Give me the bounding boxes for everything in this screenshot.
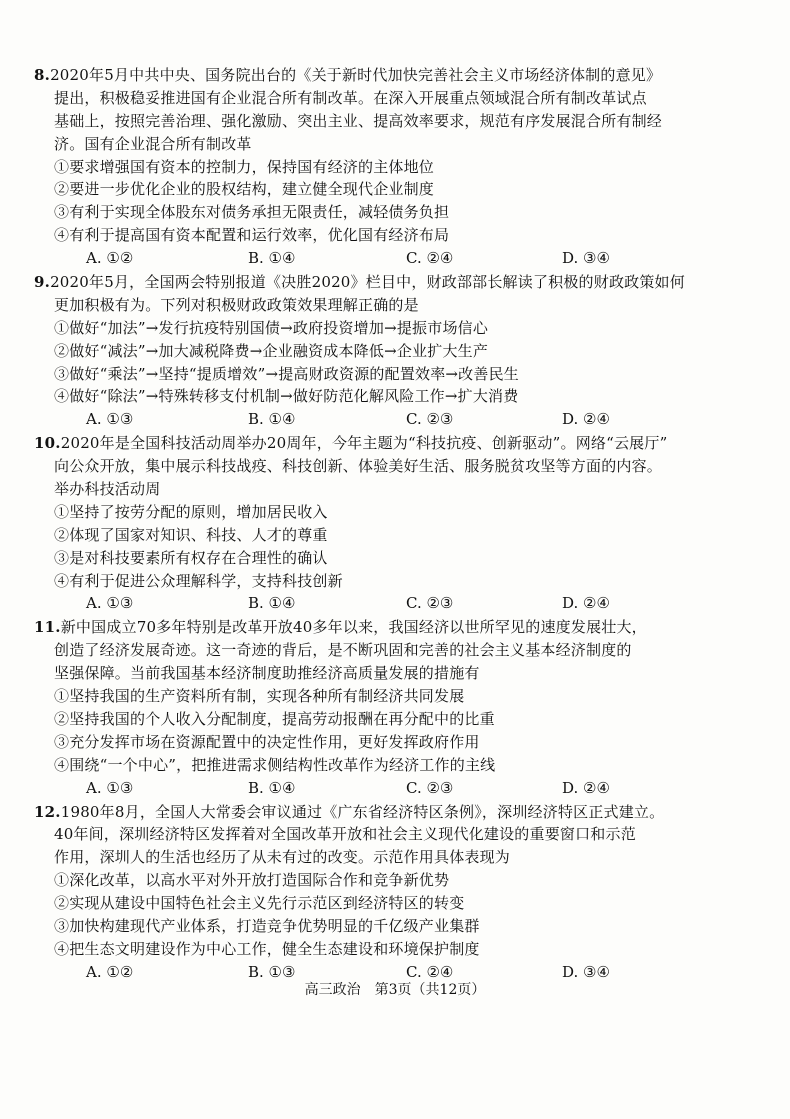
question-stem-line: [34, 846, 754, 869]
answer-option-d: D. ③④: [562, 249, 610, 268]
question-stem-text: 济。国有企业混合所有制改革: [54, 134, 252, 153]
question-stem-line: [34, 271, 754, 294]
question-stem-text: 作用，深圳人的生活也经历了从未有过的改变。示范作用具体表现为: [54, 848, 511, 867]
statement-item: ②坚持我国的个人收入分配制度，提高劳动报酬在再分配中的比重: [54, 709, 495, 728]
statement-item: ①做好“加法”→发行抗疫特别国债→政府投资增加→提振市场信心: [54, 318, 489, 337]
question-10: [34, 432, 754, 615]
statement-item: ①坚持了按劳分配的原则，增加居民收入: [54, 502, 328, 521]
answer-option-a: A. ①③: [86, 778, 134, 797]
question-stem-line: [34, 133, 754, 156]
statement-item: ④做好“除法”→特殊转移支付机制→做好防范化解风险工作→扩大消费: [54, 387, 519, 406]
question-stem-text: 基础上，按照完善治理、强化激励、突出主业、提高效率要求，规范有序发展混合所有制经: [54, 111, 663, 130]
answer-option-c: C. ②④: [406, 249, 454, 268]
question-stem-text: 举办科技活动周: [54, 480, 161, 499]
answer-option-c: C. ②③: [406, 410, 454, 429]
answer-option-b: B. ①④: [248, 778, 296, 797]
question-stem-text: 2020年5月中共中央、国务院出台的《关于新时代加快完善社会主义市场经济体制的意见》: [50, 66, 662, 84]
answer-option-c: C. ②④: [406, 962, 454, 981]
question-stem-text: 新中国成立70多年特别是改革开放40多年以来，我国经济以世所罕见的速度发展壮大，: [60, 618, 647, 637]
question-stem-text: 2020年5月，全国两会特别报道《决胜2020》栏目中，财政部部长解读了积极的财政政策如何: [50, 273, 685, 292]
page-footer: 高三政治 第3页（共12页）: [304, 982, 486, 998]
question-number: 8.: [34, 66, 51, 84]
statement-item: ④围绕“一个中心”，把推进需求侧结构性改革作为经济工作的主线: [54, 755, 496, 774]
question-stem-line: [34, 455, 754, 478]
question-number: 10.: [34, 434, 61, 453]
question-stem-text: 创造了经济发展奇迹。这一奇迹的背后，是不断巩固和完善的社会主义基本经济制度的: [54, 641, 632, 660]
statement-item: ③充分发挥市场在资源配置中的决定性作用，更好发挥政府作用: [54, 732, 480, 751]
statement-item: ①要求增强国有资本的控制力，保持国有经济的主体地位: [54, 157, 435, 176]
question-9: [34, 271, 754, 431]
answer-option-b: B. ①④: [248, 249, 296, 268]
statement-item: ③是对科技要素所有权存在合理性的确认: [54, 548, 328, 567]
question-stem-line: [34, 616, 754, 639]
answer-option-a: A. ①②: [86, 249, 134, 268]
question-number: 12.: [34, 802, 61, 821]
question-stem-line: [34, 662, 754, 685]
answer-option-c: C. ②③: [406, 594, 454, 613]
question-stem-line: [34, 432, 754, 455]
question-number: 9.: [34, 273, 51, 292]
statement-item: ②要进一步优化企业的股权结构，建立健全现代企业制度: [54, 180, 435, 199]
question-stem-text: 1980年8月，全国人大常委会审议通过《广东省经济特区条例》，深圳经济特区正式建立。: [60, 802, 665, 821]
answer-option-d: D. ②④: [562, 410, 610, 429]
statement-item: ④把生态文明建设作为中心工作，健全生态建设和环境保护制度: [54, 939, 480, 958]
statement-item: ①深化改革，以高水平对外开放打造国际合作和竞争新优势: [54, 871, 450, 890]
answer-options: [34, 592, 754, 615]
answer-option-c: C. ②③: [406, 778, 454, 797]
question-stem-text: 40年间，深圳经济特区发挥着对全国改革开放和社会主义现代化建设的重要窗口和示范: [54, 825, 636, 844]
question-8: [34, 64, 754, 270]
answer-option-a: A. ①③: [86, 594, 134, 613]
statement-item: ④有利于提高国有资本配置和运行效率，优化国有经济布局: [54, 226, 450, 245]
answer-option-b: B. ①③: [248, 962, 296, 981]
answer-option-d: D. ②④: [562, 594, 610, 613]
question-stem-line: [34, 801, 754, 824]
question-stem-line: [34, 87, 754, 110]
question-stem-text: 2020年是全国科技活动周举办20周年，今年主题为“科技抗疫、创新驱动”。网络“云展厅”: [60, 434, 668, 453]
question-stem-line: [34, 110, 754, 133]
statement-item: ②做好“减法”→加大减税降费→企业融资成本降低→企业扩大生产: [54, 341, 489, 360]
statement-item: ④有利于促进公众理解科学，支持科技创新: [54, 571, 343, 590]
statement-item: ③有利于实现全体股东对债务承担无限责任，减轻债务负担: [54, 203, 450, 222]
question-stem-line: [34, 294, 754, 317]
question-stem-line: [34, 64, 754, 87]
answer-options: [34, 777, 754, 800]
question-stem-text: 坚强保障。当前我国基本经济制度助推经济高质量发展的措施有: [54, 664, 480, 683]
statement-item: ②实现从建设中国特色社会主义先行示范区到经济特区的转变: [54, 894, 465, 913]
question-stem-line: [34, 823, 754, 846]
statement-item: ①坚持我国的生产资料所有制，实现各种所有制经济共同发展: [54, 687, 465, 706]
answer-option-a: A. ①③: [86, 410, 134, 429]
question-stem-line: [34, 639, 754, 662]
question-stem-line: [34, 478, 754, 501]
answer-options: [34, 247, 754, 270]
statement-item: ③做好“乘法”→坚持“提质增效”→提高财政资源的配置效率→改善民生: [54, 364, 519, 383]
question-list: [34, 64, 754, 985]
statement-item: ②体现了国家对知识、科技、人才的尊重: [54, 525, 328, 544]
question-stem-text: 提出，积极稳妥推进国有企业混合所有制改革。在深入开展重点领域混合所有制改革试点: [54, 88, 647, 107]
answer-option-d: D. ③④: [562, 962, 610, 981]
answer-option-d: D. ②④: [562, 778, 610, 797]
answer-option-b: B. ①④: [248, 410, 296, 429]
question-stem-text: 向公众开放，集中展示科技战疫、科技创新、体验美好生活、服务脱贫攻坚等方面的内容。: [54, 457, 663, 476]
question-number: 11.: [34, 618, 61, 637]
answer-options: [34, 408, 754, 431]
answer-option-a: A. ①②: [86, 962, 134, 981]
statement-item: ③加快构建现代产业体系，打造竞争优势明显的千亿级产业集群: [54, 916, 480, 935]
question-stem-text: 更加积极有为。下列对积极财政政策效果理解正确的是: [54, 295, 419, 314]
question-12: [34, 801, 754, 984]
answer-option-b: B. ①④: [248, 594, 296, 613]
question-11: [34, 616, 754, 799]
